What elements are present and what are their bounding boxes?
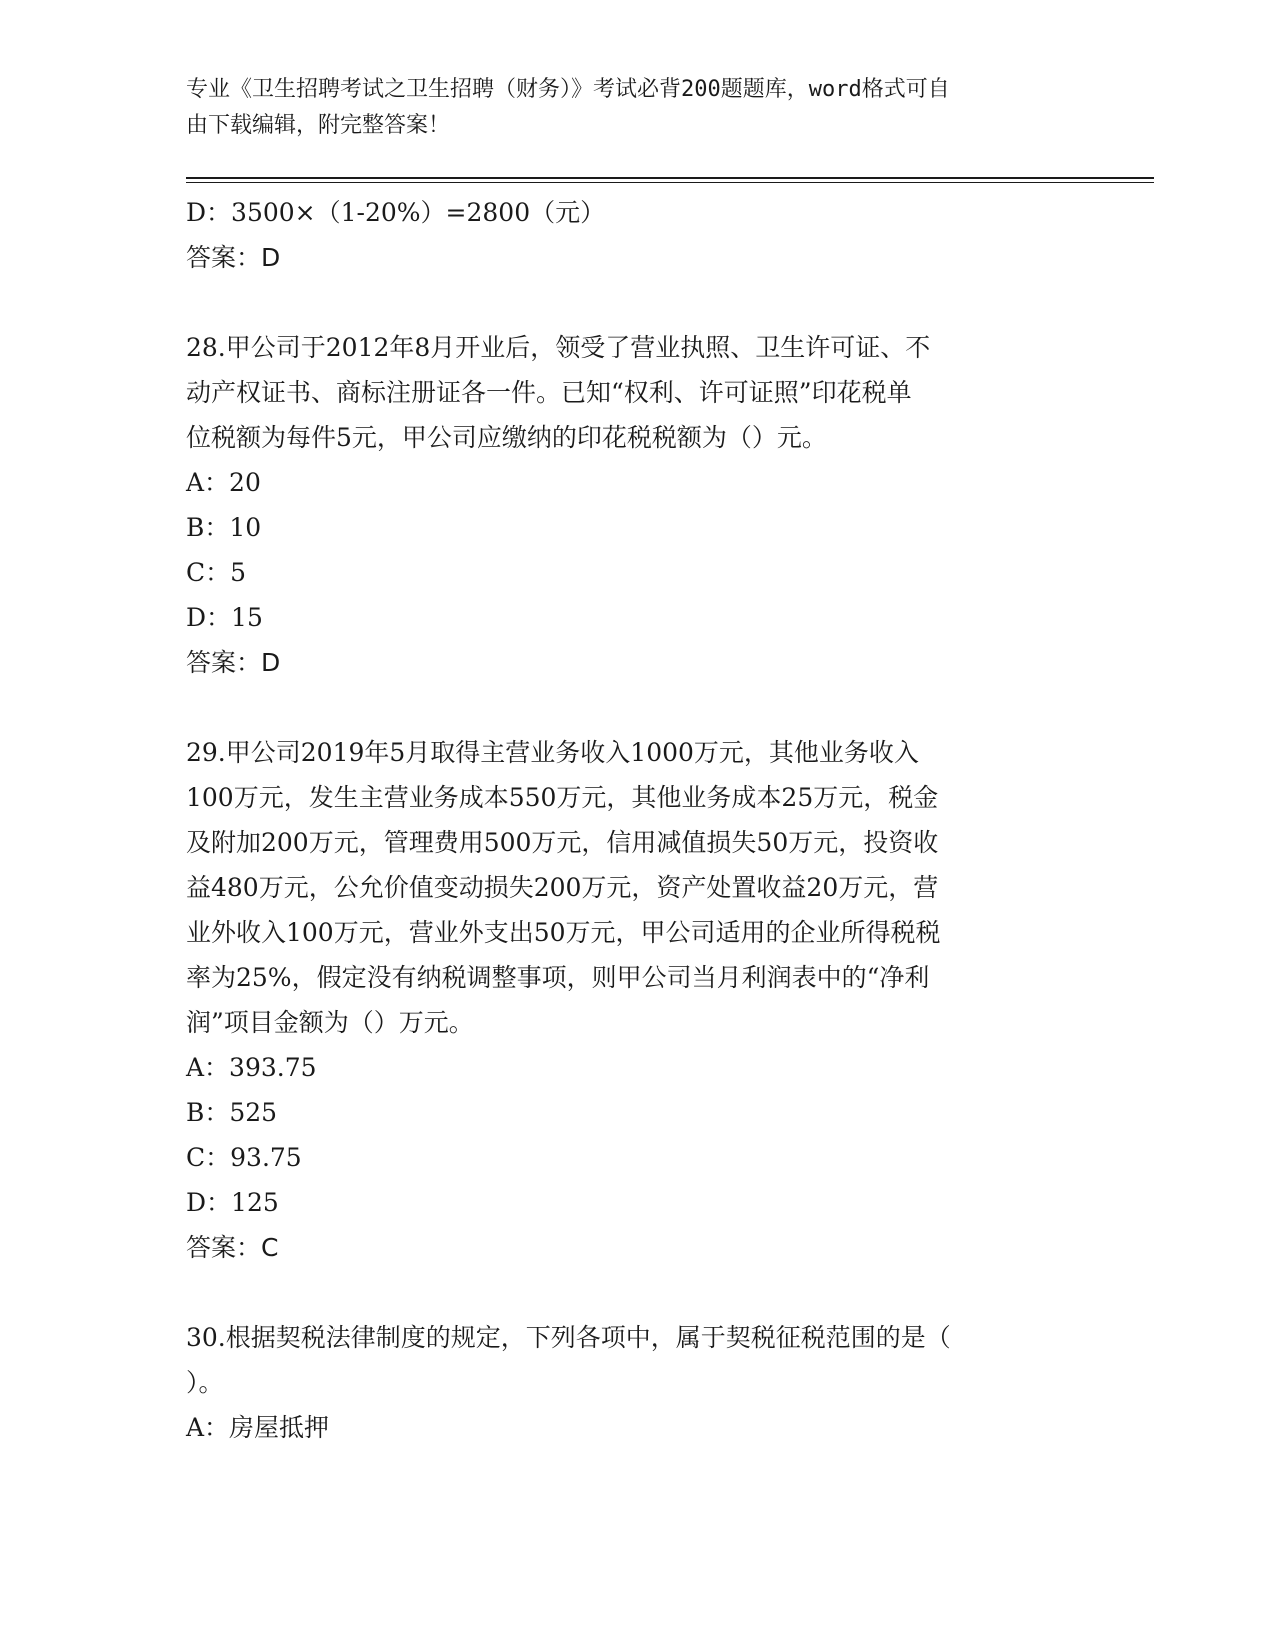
prev-option-d: D：3500×（1-20%）=2800（元） bbox=[186, 198, 606, 227]
answer: 答案：D bbox=[186, 648, 281, 677]
question-text-line: 30.根据契税法律制度的规定，下列各项中，属于契税征税范围的是（ bbox=[186, 1323, 951, 1352]
question-text-line: 28.甲公司于2012年8月开业后，领受了营业执照、卫生许可证、不 bbox=[186, 333, 931, 362]
header-rule-thick bbox=[186, 177, 1154, 179]
option-a: A：20 bbox=[186, 468, 261, 497]
question-text-line: 动产权证书、商标注册证各一件。已知“权利、许可证照”印花税单 bbox=[186, 378, 912, 407]
option-c: C：93.75 bbox=[186, 1143, 302, 1172]
question-text-line: 29.甲公司2019年5月取得主营业务收入1000万元，其他业务收入 bbox=[186, 738, 919, 767]
document-header bbox=[186, 72, 1066, 144]
option-a: A：房屋抵押 bbox=[186, 1413, 330, 1442]
header-rule-thin bbox=[186, 182, 1154, 183]
question-29 bbox=[186, 730, 1086, 1270]
question-text-line: 及附加200万元，管理费用500万元，信用减值损失50万元，投资收 bbox=[186, 828, 939, 857]
answer: 答案：C bbox=[186, 1233, 279, 1262]
document-body bbox=[186, 190, 1086, 1450]
question-28 bbox=[186, 325, 1086, 685]
question-text-line: 益480万元，公允价值变动损失200万元，资产处置收益20万元，营 bbox=[186, 873, 939, 902]
option-c: C：5 bbox=[186, 558, 247, 587]
option-d: D：125 bbox=[186, 1188, 279, 1217]
question-text-line: 业外收入100万元，营业外支出50万元，甲公司适用的企业所得税税 bbox=[186, 918, 941, 947]
question-text-line: 润”项目金额为（）万元。 bbox=[186, 1008, 474, 1037]
header-line-2: 由下载编辑，附完整答案！ bbox=[186, 113, 451, 138]
question-30 bbox=[186, 1315, 1086, 1450]
question-text-line: ）。 bbox=[186, 1368, 224, 1397]
option-d: D：15 bbox=[186, 603, 263, 632]
option-a: A：393.75 bbox=[186, 1053, 317, 1082]
option-b: B：525 bbox=[186, 1098, 278, 1127]
question-text-line: 位税额为每件5元，甲公司应缴纳的印花税税额为（）元。 bbox=[186, 423, 827, 452]
prev-answer: 答案：D bbox=[186, 243, 281, 272]
option-b: B：10 bbox=[186, 513, 262, 542]
header-line-1: 专业《卫生招聘考试之卫生招聘（财务）》考试必背200题题库，word格式可自 bbox=[186, 77, 950, 102]
question-text-line: 100万元，发生主营业务成本550万元，其他业务成本25万元，税金 bbox=[186, 783, 939, 812]
question-text-line: 率为25%，假定没有纳税调整事项，则甲公司当月利润表中的“净利 bbox=[186, 963, 930, 992]
